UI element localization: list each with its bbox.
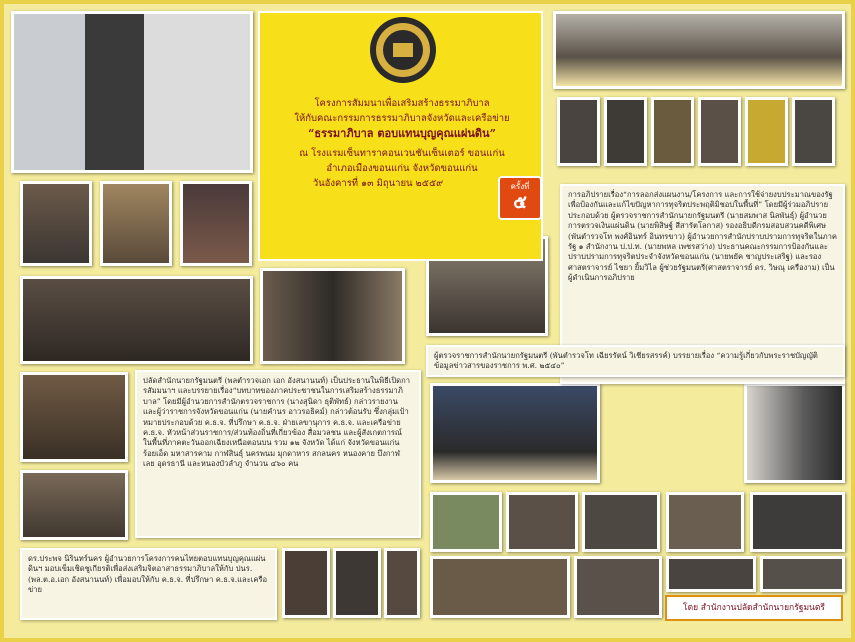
photo-panel-stage [553,11,845,89]
title-line-2: ให้กับคณะกรรมการธรรมาภิบาลจังหวัดและเครือข่าย [294,113,510,124]
photo-panelist-3 [651,97,694,166]
text-block-opening-ceremony: ปลัดสำนักนายกรัฐมนตรี (พลตำรวจเอก เอก อังสนานนท์) เป็นประธานในพิธีเปิดการสัมมนาฯ และบรรยายเรื่อง“บทบาทของภาคประชาชนในการเสริมสร้างธรรมาภิบาล” โดยมีผู้อำนวยการสำนักตรวจราชการ (นางสุนิดา ธุติพัทธ์) กล่าวรายงาน และผู้ว่าราชการจังหวัดขอนแก่น (นายคำนร อาวรอธิคม์) กล่าวต้อนรับ ซึ่งกลุ่มเป้าหมายประกอบด้วย ค.ธ.จ. ที่ปรึกษา ค.ธ.จ. ฝ่ายเลขานุการ ค.ธ.จ. และเครือข่าย ค.ธ.จ. หัวหน้าส่วนราชการ/ส่วนท้องถิ่นที่เกี่ยวข้อง สื่อมวลชน และผู้สังเกตการณ์ ในพื้นที่ภาคตะวันออกเฉียงเหนือตอนบน รวม ๑๒ จังหวัด ได้แก่ จังหวัดขอนแก่น ร้อยเอ็ด มหาสารคาม กาฬสินธุ์ นครพนม มุกดาหาร สกลนคร หนองคาย บึงกาฬ เลย อุดรธานี และหนองบัวลำภู จำนวน ๔๖๐ คน [135,370,421,538]
photo-projector-screen [430,383,600,483]
photo-gallery-6 [430,556,570,618]
text-block-panel-discussion: การอภิปรายเรื่อง“การลอกส่งแผนงาน/โครงการ และการใช้จ่ายงบประมาณของรัฐเพื่อป้องกันและแก้ไขปัญหาการทุจริตประพฤติมิชอบในพื้นที่” โดยมีผู้ร่วมอภิปรายประกอบด้วย ผู้ตรวจราชการสำนักนายกรัฐมนตรี (นายสมพาส นิลพันธุ์) ผู้อำนวยการตรวจเงินแผ่นดิน (นายพิสิษฐ์ สีสารัตโลกาส) รองอธิบดีกรมสอบสวนคดีพิเศษ (พันตำรวจโท พงศ์อินทร์ อินทรขาว) ผู้อำนวยการสำนักปราบปรามการทุจริตในภาครัฐ ๑ สำนักงาน ป.ป.ท. (นายพหล เพชรสว่าง) ประธานคณะกรรมการป้องกันและปราบปรามการทุจริตประจำจังหวัดขอนแก่น (นายพยัค ชาญประเสริฐ) และรองศาสตราจารย์ ไชยา ยิ้มวิไล ผู้ช่วยรัฐมนตรี(ศาสตราจารย์ ดร. วิษณุ เครืองาม) เป็นผู้ดำเนินการอภิปราย [560,184,845,384]
photo-group-standing [20,276,253,364]
text-block-award: ดร.ประพจ นิรินทร์นคร ผู้อำนวยการโครงการคนไทยตอบแทนบุญคุณแผ่นดินฯ มอบเข็มเชิดชูเกียรติเพื่อส่งเสริมจิตอาสาธรรมาภิบาลให้กับ ปนร. (พล.ต.อ.เอก อังสนานนท์) เพื่อมอบให้กับ ค.ธ.จ. ที่ปรึกษา ค.ธ.จ.และเครือข่าย [20,548,277,620]
session-badge [498,176,542,220]
photo-gallery-4 [666,492,744,552]
photo-panelist-4 [698,97,741,166]
photo-gallery-9 [760,556,845,592]
photo-gallery-3 [582,492,660,552]
footer-credit: โดย สำนักงานปลัดสำนักนายกรัฐมนตรี [665,595,843,621]
photo-panelist-2 [604,97,647,166]
title-line-1: โครงการสัมมนาเพื่อเสริมสร้างธรรมาภิบาล [314,98,490,109]
photo-gallery-2 [506,492,578,552]
photo-gallery-8 [666,556,756,592]
photo-audience-1 [20,372,128,462]
title-line-6: วันอังคารที่ ๑๓ มิถุนายน ๒๕๕๙ [312,178,444,189]
photo-panelist-5 [745,97,788,166]
title-line-3: “ธรรมาภิบาล ตอบแทนบุญคุณแผ่นดิน” [308,127,496,140]
title-line-4: ณ โรงแรมเซ็นทาราคอนเวนชันเซ็นเตอร์ ขอนแก่น [299,148,505,159]
photo-audience-2 [20,470,128,540]
photo-panelist-1 [557,97,600,166]
title-line-5: อำเภอเมืองขอนแก่น จังหวัดขอนแก่น [326,163,478,174]
photo-award-2 [333,548,381,618]
photo-award-1 [282,548,330,618]
government-seal-icon [368,15,438,85]
badge-label: ครั้งที่ [510,182,530,191]
photo-gallery-7 [574,556,662,618]
photo-award-3 [384,548,420,618]
photo-officials-2 [100,181,172,266]
photo-speaker-podium [11,11,253,173]
photo-panelist-6 [792,97,835,166]
text-block-lecture: ผู้ตรวจราชการสำนักนายกรัฐมนตรี (พันตำรวจโท เฉียรรัตน์ วิเชียรสรรค์) บรรยายเรื่อง “ความรู้เกี่ยวกับพระราชบัญญัติข้อมูลข่าวสารของราชการ พ.ศ. ๒๕๔๐” [426,345,845,377]
photo-gallery-1 [430,492,502,552]
photo-lecturer [744,383,845,483]
badge-number: ๕ [513,192,527,213]
photo-officials-1 [20,181,92,266]
photo-gallery-5 [750,492,845,552]
photo-officials-3 [180,181,252,266]
photo-interview [260,268,405,364]
